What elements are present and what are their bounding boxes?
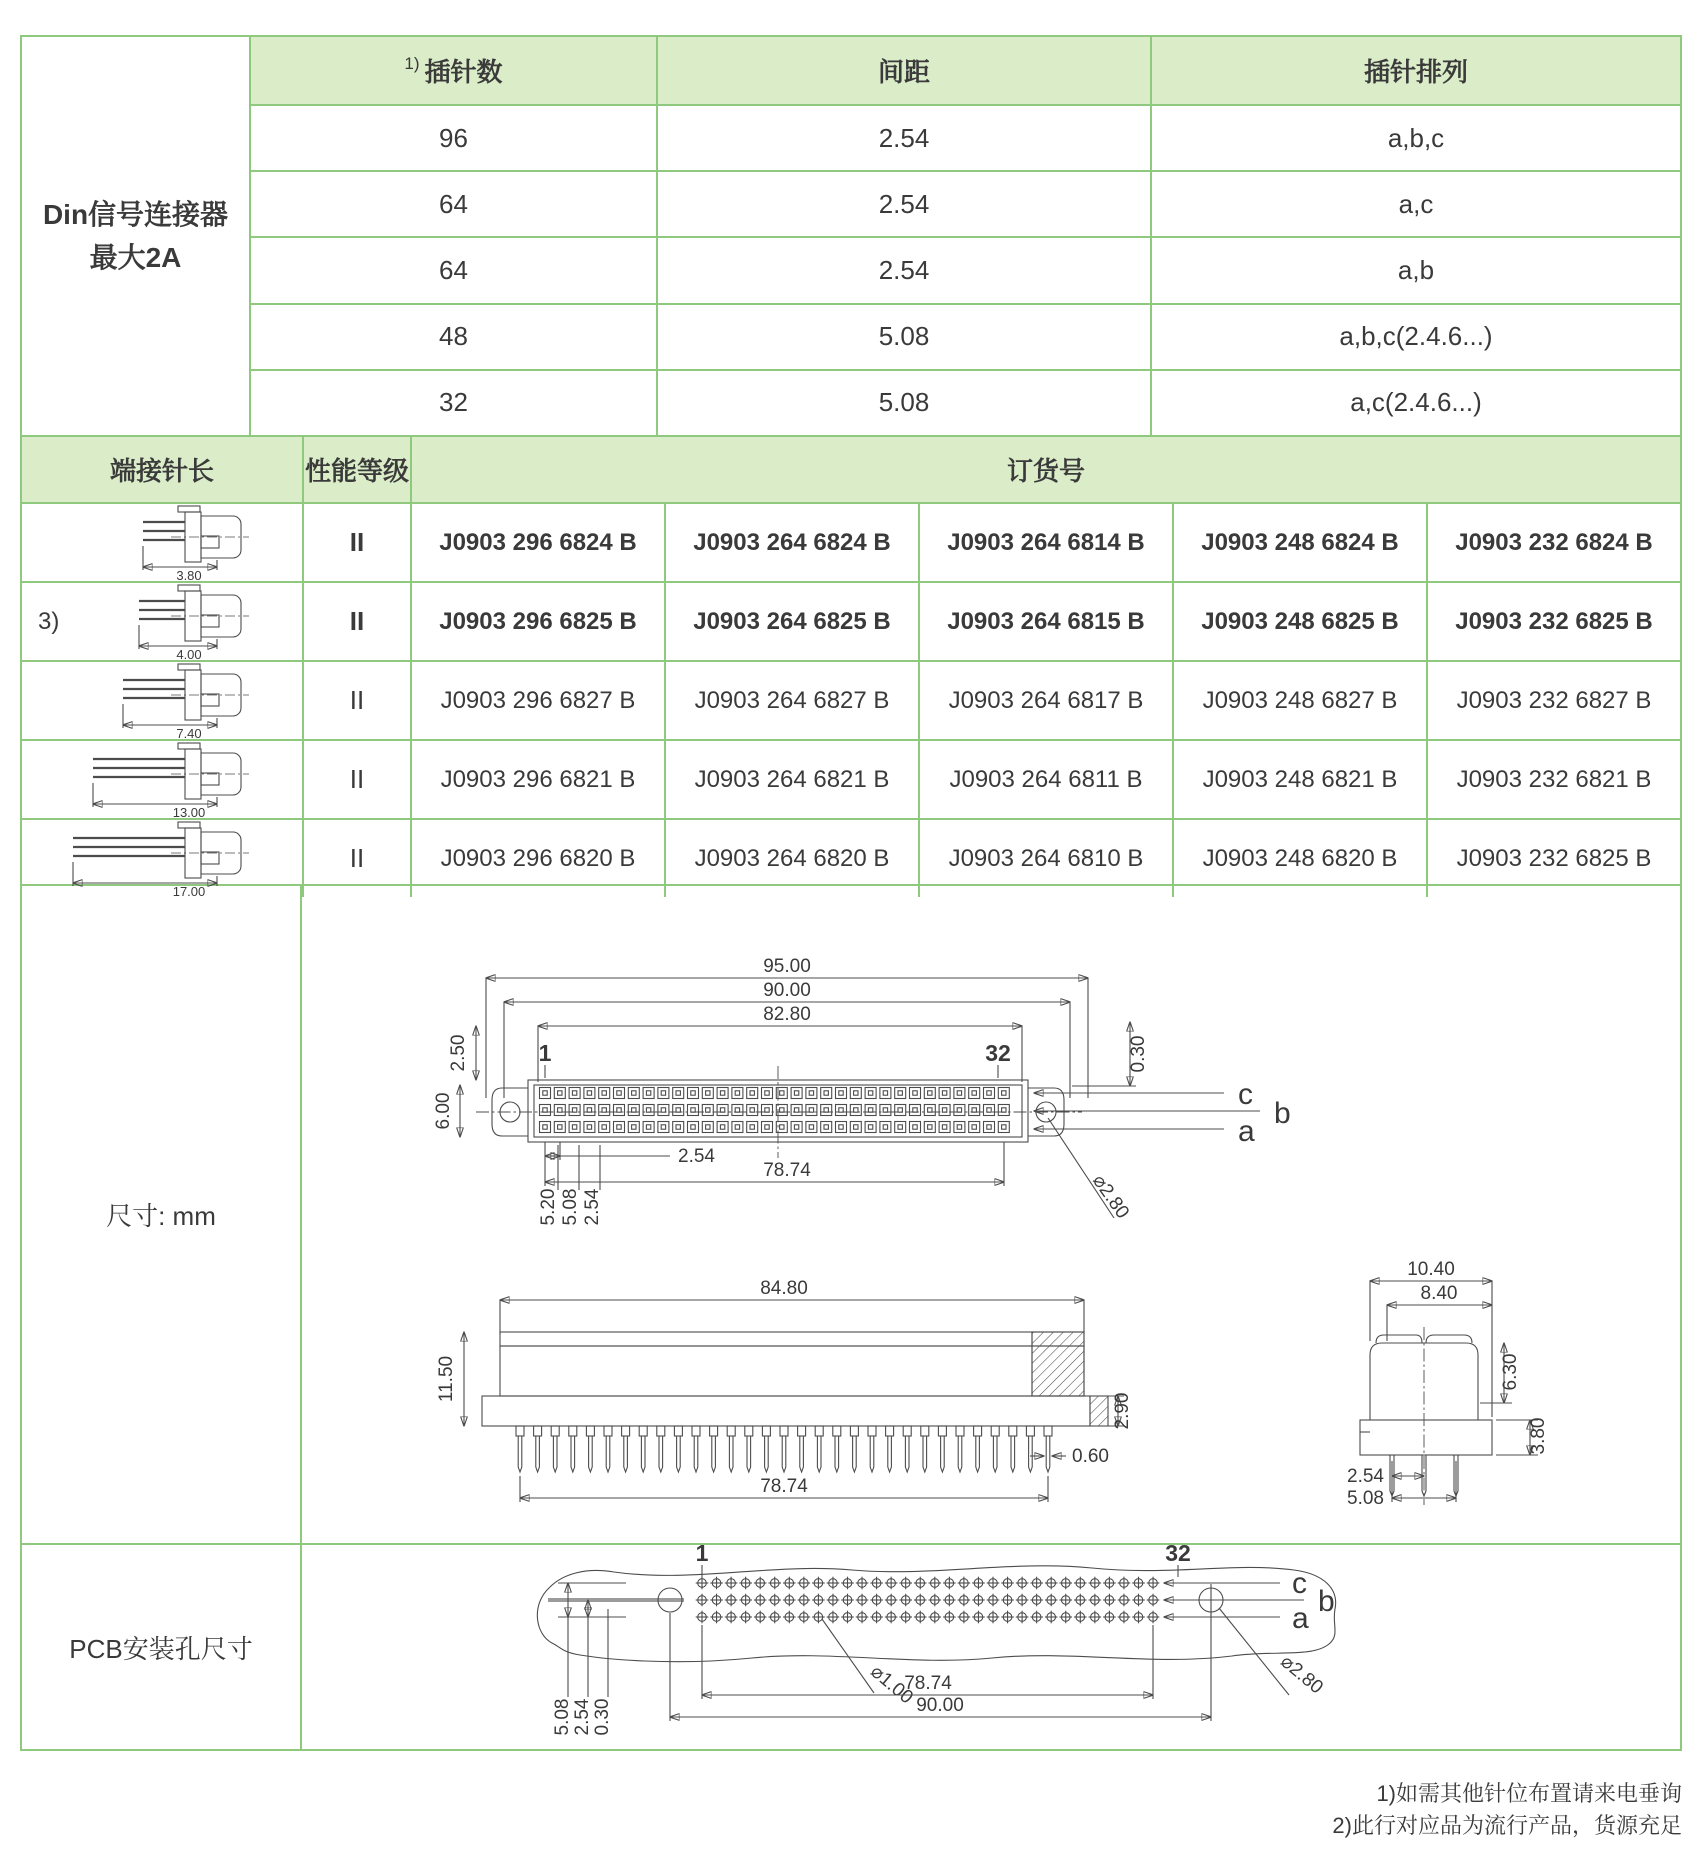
pin-length-dim-label: 3.80 [176,568,202,583]
front-pin-index [539,1040,1011,1078]
order-no-cell: J0903 264 6820 B [664,818,918,897]
spec-row-2-pins: 64 [249,236,656,302]
dim-3-80: 3.80 [1528,1417,1549,1455]
dim-hole-dia: ⌀2.80 [1088,1170,1133,1223]
pin-length-diagram-row-3 [22,739,302,818]
footnote-2: 2)此行对应品为流行产品，货源充足 [1332,1813,1682,1838]
dim-5-08: 5.08 [560,1188,581,1226]
pcb-drawing-area [302,1540,1680,1749]
order-no-cell: J0903 232 6824 B [1426,502,1680,581]
connector-icon-shape [139,585,249,649]
row-a-label: a [1238,1115,1255,1148]
pcb-board-outline [537,1566,1335,1662]
col-header-grade: 性能等级 [302,437,410,502]
dimensions-section [20,886,1682,1545]
end-top-dims [1370,1259,1492,1417]
dim-78-74: 78.74 [904,1673,952,1694]
order-no-cell: J0903 232 6827 B [1426,660,1680,739]
product-name: Din信号连接器 [42,198,229,230]
order-no-cell: J0903 248 6827 B [1172,660,1426,739]
order-no-cell: J0903 296 6827 B [410,660,664,739]
order-no-cell: J0903 264 6821 B [664,739,918,818]
side-right-dims [1030,1393,1133,1467]
pcb-section-label: PCB安装孔尺寸 [22,1545,302,1749]
dim-overall-width: 95.00 [763,956,811,977]
dim-2-54: 2.54 [1347,1466,1384,1487]
dim-hole-span: 90.00 [763,980,811,1001]
pin-length-diagram-row-1 [22,581,302,660]
connector-icon-shape [143,506,249,570]
front-body [476,1066,1082,1158]
connector-side-icon [67,741,257,818]
dim-body-width: 82.80 [763,1004,811,1025]
end-right-dims [1480,1343,1549,1455]
order-no-cell: J0903 248 6824 B [1172,502,1426,581]
spec-row-1-pitch: 2.54 [656,170,1150,236]
pcb-section [20,1540,1682,1751]
dim-11-50: 11.50 [436,1355,457,1403]
end-bottom-dims [1347,1461,1456,1509]
spec-row-3-pins: 48 [249,303,656,369]
col-header-arrangement: 插针排列 [1150,37,1680,104]
row-b-label: b [1318,1585,1335,1618]
spec-row-4-arrangement: a,c(2.4.6...) [1150,369,1680,435]
col-header-order-no: 订货号 [410,437,1680,502]
dim-2-50: 2.50 [448,1034,469,1072]
order-no-cell: J0903 248 6821 B [1172,739,1426,818]
spec-row-0-pins: 96 [249,104,656,170]
order-no-cell: J0903 264 6817 B [918,660,1172,739]
front-right-dims [1034,1022,1291,1223]
spec-row-4-pitch: 5.08 [656,369,1150,435]
order-no-cell: J0903 232 6825 B [1426,818,1680,897]
product-label [22,37,249,435]
footnote-ref-1: 1) [404,53,420,73]
pin-length-dim-label: 17.00 [172,884,206,899]
dim-5-08: 5.08 [552,1698,573,1736]
dim-6-30: 6.30 [1500,1353,1521,1391]
dim-2-54-v: 2.54 [582,1188,603,1226]
side-top-dim [500,1278,1084,1334]
spec-row-1-pins: 64 [249,170,656,236]
dim-84-80: 84.80 [760,1278,808,1299]
dim-contact-span: 78.74 [763,1160,811,1181]
spec-row-2-pitch: 2.54 [656,236,1150,302]
spec-row-3-pitch: 5.08 [656,303,1150,369]
order-no-cell: J0903 296 6825 B [410,581,664,660]
order-no-cell: J0903 264 6814 B [918,502,1172,581]
pin-length-diagram-row-0 [22,502,302,581]
col-header-pin-length: 端接针长 [22,437,302,502]
pcb-bottom-dims [670,1613,1211,1721]
connector-icon-shape [73,822,249,886]
front-view-drawing [433,956,1312,1250]
pin-32-label: 32 [1165,1540,1191,1566]
connector-side-icon [67,583,257,660]
dim-0-30: 0.30 [592,1698,613,1736]
contact-array [540,1088,1010,1133]
hole-array [696,1577,1160,1624]
product-rating: 最大2A [89,241,182,273]
dim-hole-dia-2: ⌀2.80 [1276,1651,1327,1699]
grade-cell: II [302,818,410,897]
dim-0-30: 0.30 [1128,1035,1149,1073]
connector-side-icon [67,504,257,581]
side-left-dim [436,1332,464,1426]
pin-32-label: 32 [985,1040,1011,1066]
connector-icon-shape [93,743,249,807]
spec-row-0-arrangement: a,b,c [1150,104,1680,170]
order-no-cell: J0903 264 6825 B [664,581,918,660]
dim-2-54: 2.54 [572,1698,593,1736]
row-c-label: c [1238,1078,1253,1111]
row-b-label: b [1274,1097,1291,1130]
footnote-1: 1)如需其他针位布置请来电垂询 [1376,1781,1682,1806]
pin-1-label: 1 [695,1540,709,1566]
spec-row-1-arrangement: a,c [1150,170,1680,236]
row-c-label: c [1292,1567,1307,1600]
dim-0-60: 0.60 [1072,1446,1109,1467]
footnote-ref-3: 3) [38,607,60,635]
pin-length-diagram-row-2 [22,660,302,739]
grade-cell: II [302,739,410,818]
pin-length-dim-label: 4.00 [176,647,202,662]
dim-hole-dia-1: ⌀1.00 [866,1661,917,1709]
front-left-dims [433,1026,603,1225]
end-view-drawing [1332,1259,1672,1515]
front-bottom-dims [545,1142,1004,1186]
order-no-cell: J0903 264 6827 B [664,660,918,739]
order-no-cell: J0903 264 6824 B [664,502,918,581]
grade-cell: II [302,660,410,739]
col-header-pin-count-label: 插针数 [424,57,503,87]
order-no-cell: J0903 232 6821 B [1426,739,1680,818]
dim-78-74: 78.74 [760,1476,808,1497]
dim-pitch: 2.54 [678,1146,715,1167]
dim-8-40: 8.40 [1420,1283,1458,1304]
dimensions-drawings [302,886,1680,1543]
connector-side-icon [67,662,257,739]
spec-row-2-arrangement: a,b [1150,236,1680,302]
col-header-pitch: 间距 [656,37,1150,104]
order-no-cell: J0903 296 6824 B [410,502,664,581]
pcb-row-labels [1164,1567,1335,1698]
pcb-hole-drawing [492,1540,1392,1747]
pin-1-label: 1 [538,1040,552,1066]
dimensions-section-label: 尺寸: mm [22,886,302,1543]
side-view-drawing [432,1280,1132,1520]
dim-5-08: 5.08 [1347,1488,1384,1509]
spec-row-4-pins: 32 [249,369,656,435]
order-no-cell: J0903 232 6825 B [1426,581,1680,660]
connector-icon-shape [123,664,249,728]
pin-length-dim-label: 7.40 [176,726,202,741]
row-a-label: a [1292,1602,1309,1635]
side-bottom-dim [520,1476,1048,1502]
footnotes [1332,1778,1682,1842]
order-no-cell: J0903 248 6825 B [1172,581,1426,660]
dim-2-90: 2.90 [1112,1392,1133,1430]
order-table [20,437,1682,899]
dim-5-20: 5.20 [538,1188,559,1226]
order-no-cell: J0903 264 6811 B [918,739,1172,818]
order-no-cell: J0903 264 6815 B [918,581,1172,660]
order-no-cell: J0903 248 6820 B [1172,818,1426,897]
pin-row [516,1426,1052,1472]
dim-90-00: 90.00 [916,1695,964,1716]
order-no-cell: J0903 296 6820 B [410,818,664,897]
pcb-pin-index [696,1540,1191,1577]
grade-cell: II [302,581,410,660]
spec-row-3-arrangement: a,b,c(2.4.6...) [1150,303,1680,369]
spec-row-0-pitch: 2.54 [656,104,1150,170]
order-no-cell: J0903 264 6810 B [918,818,1172,897]
order-no-cell: J0903 296 6821 B [410,739,664,818]
grade-cell: II [302,502,410,581]
spec-table [20,35,1682,437]
side-body [482,1332,1108,1426]
dim-6-00: 6.00 [433,1092,454,1130]
pin-length-dim-label: 13.00 [172,805,206,820]
dim-10-40: 10.40 [1407,1259,1455,1280]
col-header-pin-count [249,37,656,104]
